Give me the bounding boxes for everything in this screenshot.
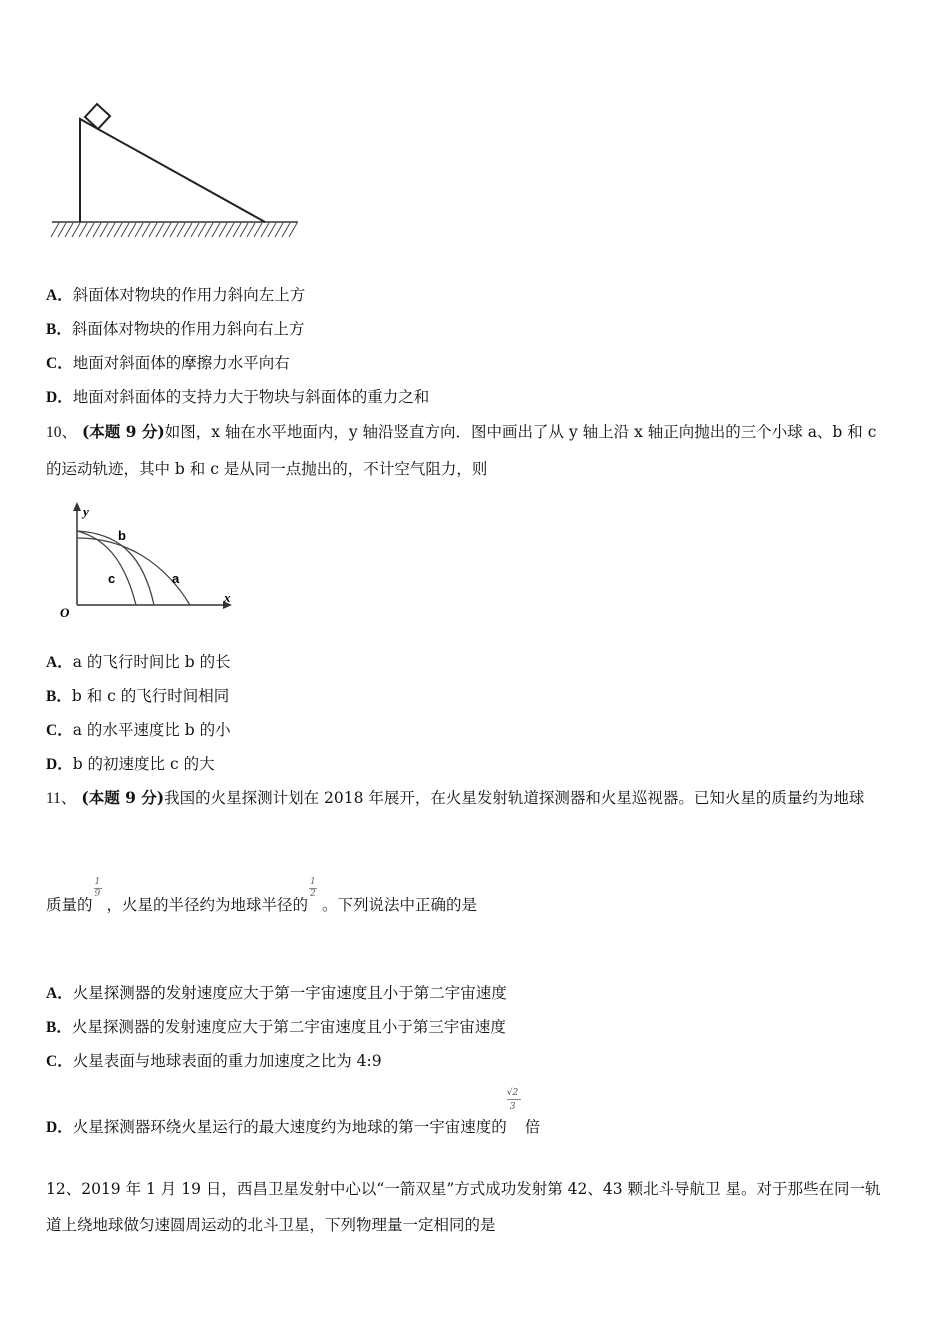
hatch-mark — [233, 223, 241, 237]
hatch-mark — [128, 223, 136, 237]
hatch-mark — [226, 223, 234, 237]
q11-option-a: A．火星探测器的发射速度应大于第一宇宙速度且小于第二宇宙速度 — [46, 984, 507, 1002]
q10-stem-line1: 10、 (本题 9 分)如图，x 轴在水平地面内，y 轴沿竖直方向．图中画出了从 y 轴上沿 x 轴正向抛出的三个小球 a、b 和 c — [46, 422, 877, 441]
fraction-sqrt2-over-3: $\frac{√2}{3}$ — [507, 1118, 525, 1138]
block — [85, 104, 110, 129]
hatch-mark — [261, 223, 269, 237]
hatch-mark — [142, 223, 150, 237]
hatch-mark — [247, 223, 255, 237]
hatch-mark — [156, 223, 164, 237]
hatch-mark — [100, 223, 108, 237]
hatch-mark — [86, 223, 94, 237]
hatch-mark — [254, 223, 262, 237]
label-a: a — [172, 571, 180, 586]
y-axis-label: y — [83, 504, 89, 519]
curve-b — [77, 531, 154, 605]
q11-stem-line1: 11、 (本题 9 分)我国的火星探测计划在 2018 年展开，在火星发射轨道探测器和火星巡视器。已知火星的质量约为地球 — [46, 788, 865, 807]
hatch-mark — [289, 223, 297, 237]
hatch-mark — [212, 223, 220, 237]
q10-option-c: C．a 的水平速度比 b 的小 — [46, 721, 231, 739]
q12-stem-line2: 道上绕地球做匀速圆周运动的北斗卫星，下列物理量一定相同的是 — [46, 1216, 496, 1234]
q10-stem-line2: 的运动轨迹，其中 b 和 c 是从同一点抛出的，不计空气阻力，则 — [46, 460, 488, 478]
hatch-mark — [191, 223, 199, 237]
q11-stem-line2: 质量的 $\frac{1}{9}$ ，火星的半径约为地球半径的 $\frac{1}{2}$ 。下列说法中正确的是 — [46, 877, 478, 914]
hatch-mark — [93, 223, 101, 237]
q10-option-b: B．b 和 c 的飞行时间相同 — [46, 687, 230, 705]
hatch-mark — [240, 223, 248, 237]
hatch-mark — [72, 223, 80, 237]
hatch-mark — [282, 223, 290, 237]
label-b: b — [118, 528, 126, 543]
hatch-mark — [149, 223, 157, 237]
curve-c — [77, 531, 136, 605]
origin-label: O — [60, 605, 70, 620]
hatch-mark — [114, 223, 122, 237]
hatch-mark — [163, 223, 171, 237]
incline-triangle — [80, 119, 265, 222]
q11-option-b: B．火星探测器的发射速度应大于第二宇宙速度且小于第三宇宙速度 — [46, 1018, 506, 1036]
q11-option-d: D．火星探测器环绕火星运行的最大速度约为地球的第一宇宙速度的 $\frac{√2}{3}$ 倍 — [46, 1088, 541, 1136]
hatch-mark — [268, 223, 276, 237]
hatch-mark — [58, 223, 66, 237]
hatch-mark — [170, 223, 178, 237]
hatch-mark — [219, 223, 227, 237]
q9-option-c: C．地面对斜面体的摩擦力水平向右 — [46, 354, 290, 372]
fraction-one-half: $\frac{1}{2}$ — [310, 877, 316, 899]
incline-figure — [40, 95, 315, 245]
label-c: c — [108, 571, 116, 586]
hatch-mark — [205, 223, 213, 237]
q9-option-b: B．斜面体对物块的作用力斜向右上方 — [46, 320, 305, 338]
hatch-mark — [121, 223, 129, 237]
q9-option-a: A．斜面体对物块的作用力斜向左上方 — [46, 286, 306, 304]
q10-option-d: D．b 的初速度比 c 的大 — [46, 755, 215, 773]
hatch-mark — [184, 223, 192, 237]
hatch-mark — [198, 223, 206, 237]
hatch-mark — [65, 223, 73, 237]
hatch-mark — [275, 223, 283, 237]
hatch-mark — [177, 223, 185, 237]
hatch-mark — [107, 223, 115, 237]
hatch-mark — [79, 223, 87, 237]
x-axis-label: x — [224, 590, 231, 605]
trajectory-figure — [52, 498, 242, 623]
q10-option-a: A．a 的飞行时间比 b 的长 — [46, 653, 231, 671]
q11-option-c: C．火星表面与地球表面的重力加速度之比为 4:9 — [46, 1052, 382, 1070]
hatch-mark — [51, 223, 59, 237]
q9-option-d: D．地面对斜面体的支持力大于物块与斜面体的重力之和 — [46, 388, 430, 406]
hatch-mark — [135, 223, 143, 237]
q12-stem-line1: 12、2019 年 1 月 19 日，西昌卫星发射中心以“一箭双星”方式成功发射第 42、43 颗北斗导航卫 星。对于那些在同一轨 — [46, 1180, 881, 1198]
fraction-one-ninth: $\frac{1}{9}$ — [94, 877, 101, 899]
